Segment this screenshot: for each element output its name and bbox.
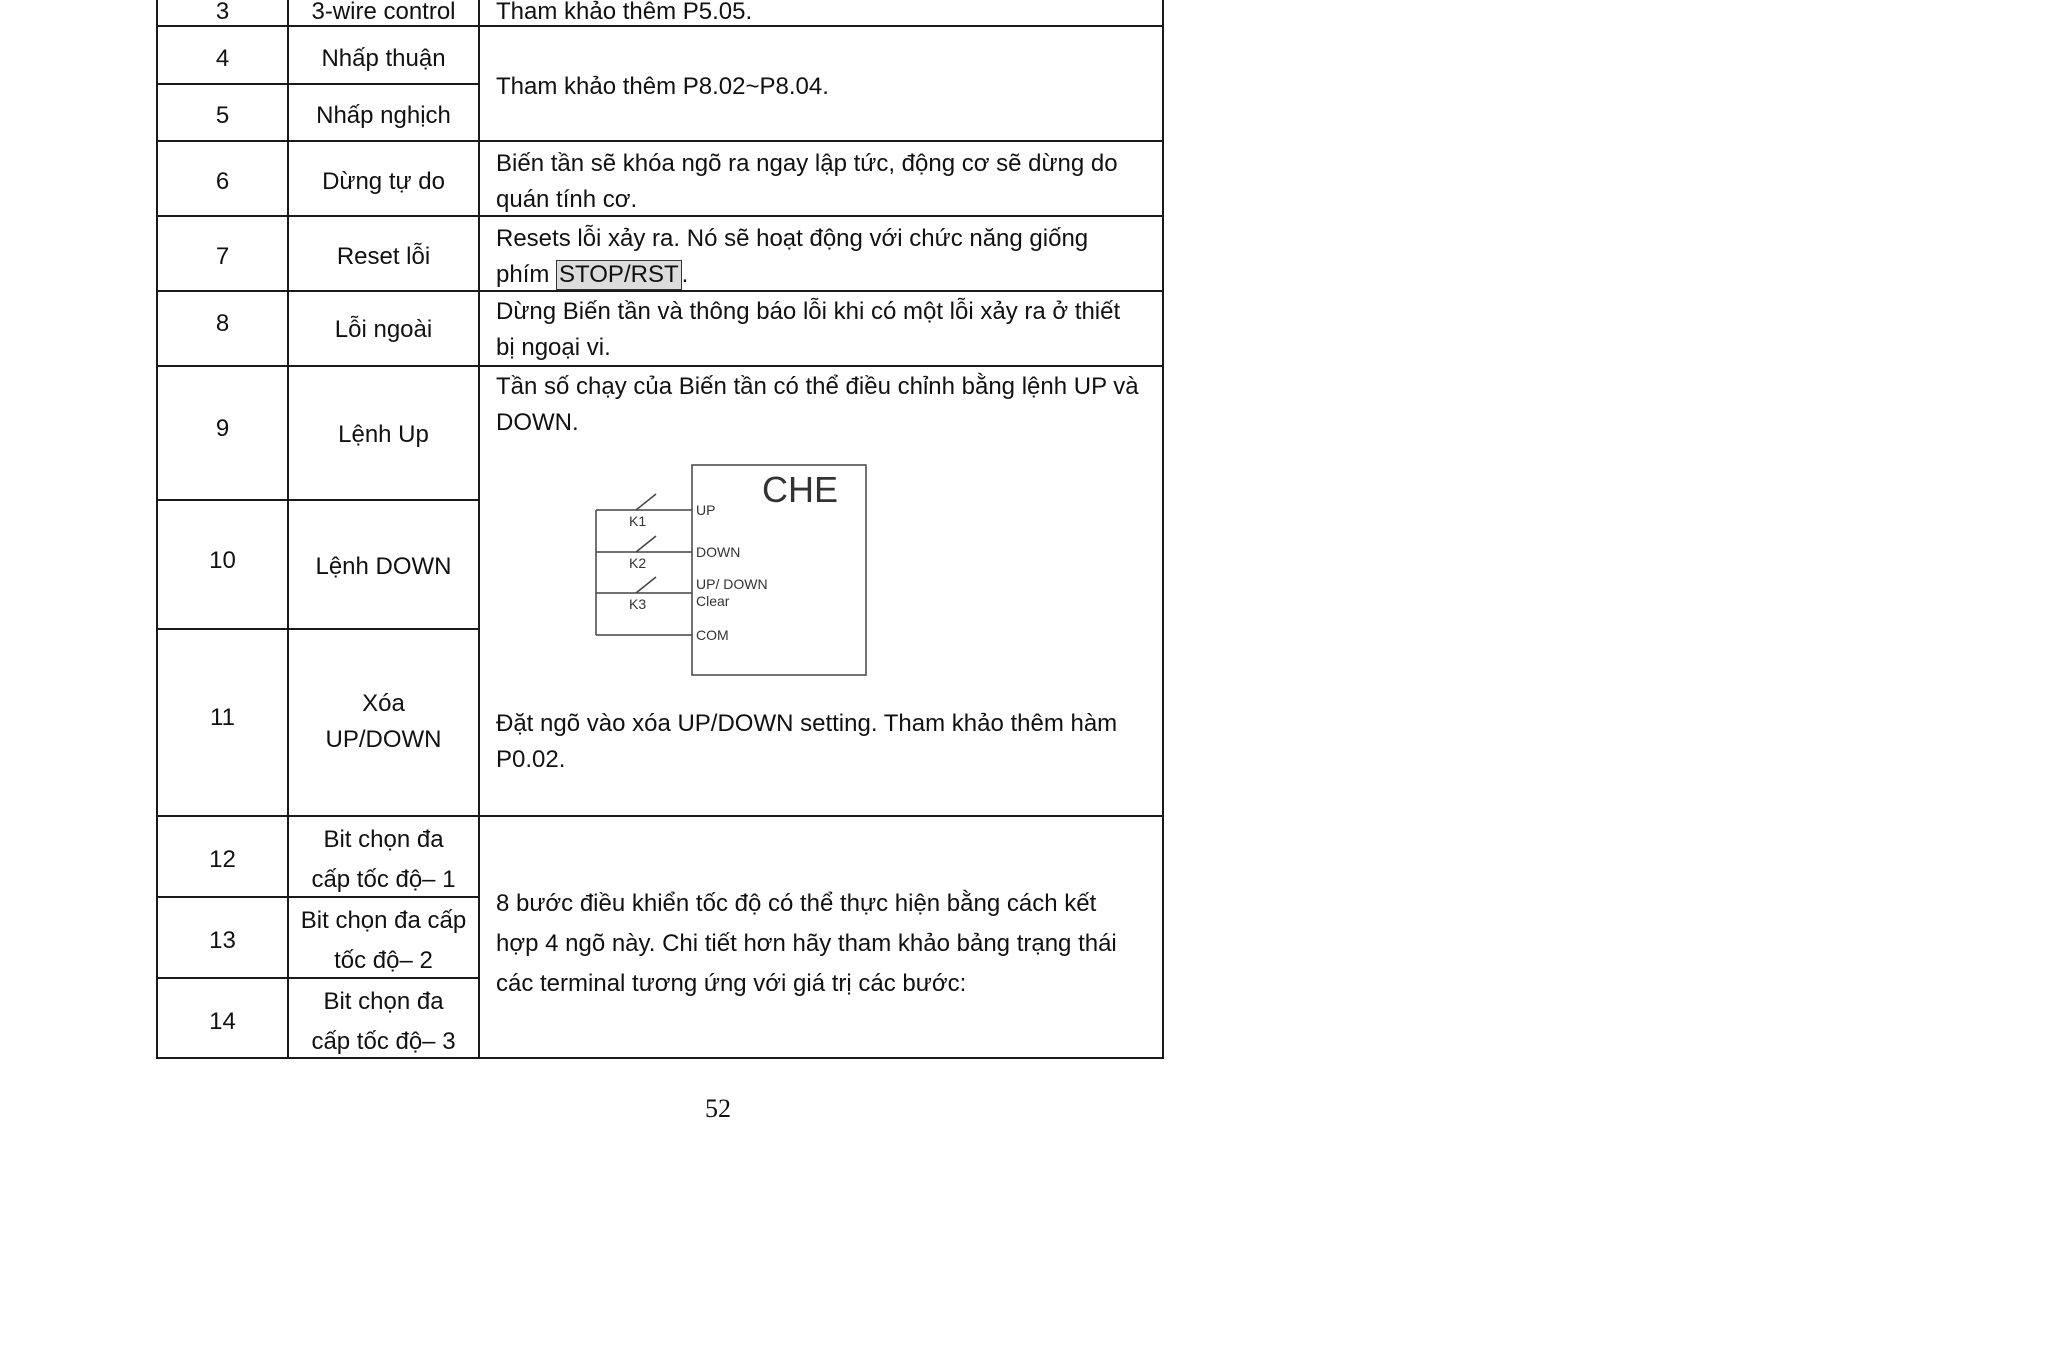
function-name: Dừng tự do xyxy=(322,168,445,195)
terminal-label: Clear xyxy=(696,593,730,609)
function-description-line: 8 bước điều khiển tốc độ có thể thực hiện bằng cách kết xyxy=(496,890,1097,917)
switch-k3-icon xyxy=(636,577,656,593)
terminal-label: DOWN xyxy=(696,544,741,560)
row-number: 3 xyxy=(215,0,230,25)
function-description-line: Đặt ngõ vào xóa UP/DOWN setting. Tham khảo thêm hàm xyxy=(496,710,1118,737)
function-name-line: Bit chọn đa cấp xyxy=(300,907,467,934)
function-description-line: Biến tần sẽ khóa ngõ ra ngay lập tức, động cơ sẽ dừng do xyxy=(496,150,1118,177)
function-name: Lệnh Up xyxy=(338,421,429,448)
row-number: 14 xyxy=(209,1008,236,1035)
terminal-label: UP xyxy=(696,502,716,518)
function-description-line: P0.02. xyxy=(496,746,566,773)
function-description-line: Tần số chạy của Biến tần có thể điều chỉnh bằng lệnh UP và xyxy=(496,373,1139,400)
function-name-line: cấp tốc độ– 3 xyxy=(311,1028,456,1055)
row-number: 7 xyxy=(215,243,230,270)
function-name-line: Bit chọn đa xyxy=(323,988,444,1015)
function-name: Lỗi ngoài xyxy=(334,316,433,343)
stop-rst-key-label: STOP/RST xyxy=(556,260,682,290)
function-description-line: Resets lỗi xảy ra. Nó sẽ hoạt động với chức năng giống xyxy=(496,225,1089,252)
function-name: Lệnh DOWN xyxy=(315,553,452,580)
function-name: Nhấp thuận xyxy=(321,45,446,72)
row-number: 4 xyxy=(215,45,230,72)
function-description-line: DOWN. xyxy=(496,409,579,436)
switch-label: K3 xyxy=(629,596,647,612)
function-description-line: phím STOP/RST . xyxy=(496,261,689,288)
up-down-wiring-diagram xyxy=(586,460,876,680)
terminal-label: COM xyxy=(696,627,729,643)
function-name-line: tốc độ– 2 xyxy=(334,947,433,974)
switch-label: K1 xyxy=(629,513,647,529)
row-number: 10 xyxy=(209,547,236,574)
function-description-line: Dừng Biến tần và thông báo lỗi khi có một lỗi xảy ra ở thiết xyxy=(496,298,1121,325)
function-name: 3-wire control xyxy=(311,0,456,25)
function-name-line: Xóa xyxy=(362,690,405,717)
row-number: 12 xyxy=(209,846,236,873)
function-name-line: Bit chọn đa xyxy=(323,826,444,853)
row-number: 9 xyxy=(215,415,230,442)
row-number: 11 xyxy=(210,704,235,731)
row-number: 6 xyxy=(215,168,230,195)
terminal-label: UP/ DOWN xyxy=(696,576,768,592)
row-number: 8 xyxy=(215,310,230,337)
brand-label: CHE xyxy=(762,469,839,510)
function-description-line: quán tính cơ. xyxy=(496,186,638,213)
switch-k1-icon xyxy=(636,494,656,510)
function-description-line: các terminal tương ứng với giá trị các bước: xyxy=(496,970,967,997)
switch-k2-icon xyxy=(636,536,656,552)
function-name: Reset lỗi xyxy=(336,243,431,270)
function-description-line: hợp 4 ngõ này. Chi tiết hơn hãy tham khảo bảng trạng thái xyxy=(496,930,1117,957)
page-number: 52 xyxy=(705,1094,731,1123)
function-name-line: cấp tốc độ– 1 xyxy=(311,866,456,893)
switch-label: K2 xyxy=(629,555,647,571)
function-name: Nhấp nghịch xyxy=(316,102,451,129)
row-number: 13 xyxy=(209,927,236,954)
row-number: 5 xyxy=(215,102,230,129)
function-description-line: bị ngoại vi. xyxy=(496,334,611,361)
function-name-line: UP/DOWN xyxy=(325,726,442,753)
function-description: Tham khảo thêm P8.02~P8.04. xyxy=(496,73,829,100)
function-description: Tham khảo thêm P5.05. xyxy=(496,0,753,25)
